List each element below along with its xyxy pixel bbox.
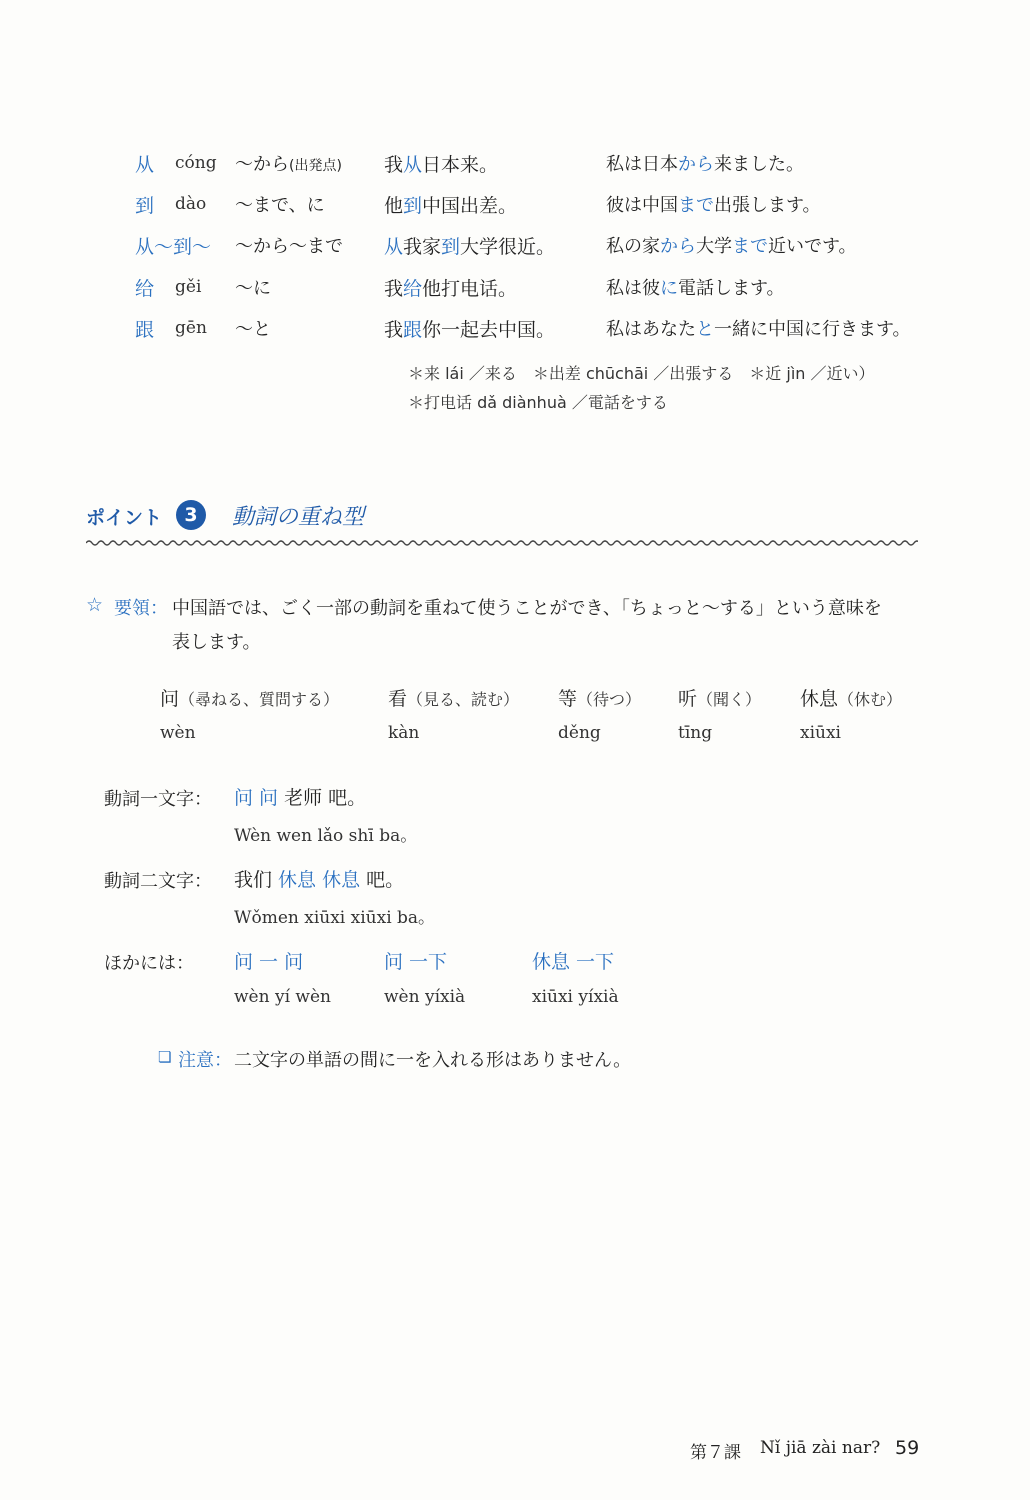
prep-meaning-main: ～から～まで [235, 236, 343, 257]
example-segment: 我 [384, 319, 404, 341]
preposition-row [0, 274, 1030, 304]
prep-pinyin: cóng [175, 153, 217, 173]
two-char-rest: 吧。 [360, 869, 405, 891]
verb-gloss: （尋ねる、質問する） [179, 690, 340, 709]
example-segment: 从 [403, 154, 423, 176]
prep-translation [606, 232, 857, 258]
example-segment: 给 [403, 278, 423, 300]
example-segment: 从 [384, 236, 404, 258]
other-example-pinyin: xiūxi yíxià [532, 987, 619, 1007]
two-char-pre: 我们 [234, 869, 279, 891]
example-segment: 你一起去中国。 [422, 319, 556, 341]
prep-meaning [235, 191, 325, 217]
translation-segment: から [660, 236, 696, 257]
footer-lesson: 第７課 [690, 1443, 741, 1463]
prep-pinyin: dào [175, 194, 207, 214]
verb-hanzi: 休息 [800, 688, 839, 710]
verb-gloss: （待つ） [577, 690, 642, 709]
vocab-note-line-2: ＊打电话 dǎ diànhuà ／電話をする [408, 393, 668, 412]
other-example-hanzi: 休息 一下 [532, 951, 615, 973]
other-example-pinyin: wèn yíxià [384, 987, 466, 1007]
prep-meaning [235, 150, 342, 176]
translation-segment: 私は彼 [606, 278, 660, 299]
prep-meaning-main: ～に [235, 278, 271, 299]
example-segment: 到 [441, 236, 461, 258]
one-char-example [234, 783, 366, 810]
prep-hanzi: 从～到～ [135, 236, 212, 258]
point-label: ポイント [86, 507, 163, 529]
essentials-text-line-2: 表します。 [172, 632, 261, 653]
verb-item [800, 684, 902, 711]
translation-segment: 出張します。 [714, 195, 821, 216]
prep-meaning-note: (出発点) [289, 158, 342, 174]
verb-hanzi: 听 [678, 688, 698, 710]
wavy-divider [86, 538, 918, 548]
two-char-label: 動詞二文字： [104, 871, 212, 892]
prep-meaning [235, 315, 271, 341]
verb-hanzi: 问 [160, 688, 180, 710]
verb-item [388, 684, 519, 711]
prep-meaning-main: ～から [235, 154, 289, 175]
prep-meaning-main: ～と [235, 319, 271, 340]
translation-segment: 電話します。 [678, 278, 785, 299]
translation-segment: 彼は中国 [606, 195, 678, 216]
example-segment: 我 [384, 278, 404, 300]
other-example-pinyin: wèn yí wèn [234, 987, 331, 1007]
prep-meaning [235, 232, 343, 258]
star-icon: ☆ [86, 594, 104, 616]
translation-segment: まで [678, 195, 714, 216]
prep-meaning-main: ～まで、に [235, 195, 325, 216]
verb-hanzi: 等 [558, 688, 578, 710]
verb-pinyin: wèn [160, 723, 196, 743]
preposition-row [0, 315, 1030, 345]
example-segment: 日本来。 [422, 154, 499, 176]
prep-translation [606, 315, 911, 341]
prep-translation [606, 191, 821, 217]
preposition-row [0, 150, 1030, 180]
verb-pinyin: děng [558, 723, 601, 743]
translation-segment: 私は日本 [606, 154, 678, 175]
prep-hanzi: 跟 [135, 319, 155, 341]
one-char-rest: 老师 吧。 [278, 787, 367, 809]
verb-gloss: （聞く） [697, 690, 762, 709]
essentials-label: 要領： [114, 598, 168, 619]
other-example-hanzi: 问 一下 [384, 951, 448, 973]
example-segment: 我家 [403, 236, 442, 258]
prep-example [384, 150, 498, 177]
prep-pinyin: gěi [175, 277, 202, 297]
translation-segment: 一緒に中国に行きます。 [714, 319, 911, 340]
verb-gloss: （休む） [838, 690, 903, 709]
verb-item [558, 684, 641, 711]
preposition-row [0, 232, 1030, 262]
essentials-text-line-1: 中国語では、ごく一部の動詞を重ねて使うことができ、「ちょっと～する」という意味を [172, 598, 882, 619]
example-segment: 我 [384, 154, 404, 176]
caution-text: 二文字の単語の間に一を入れる形はありません。 [234, 1050, 632, 1071]
example-segment: 到 [403, 195, 423, 217]
example-segment: 大学很近。 [460, 236, 556, 258]
prep-translation [606, 274, 785, 300]
translation-segment: 来ました。 [714, 154, 804, 175]
example-segment: 他 [384, 195, 404, 217]
prep-example [384, 232, 555, 259]
other-label: ほかには： [104, 953, 194, 974]
verb-gloss: （見る、読む） [407, 690, 520, 709]
other-example-hanzi: 问 一 问 [234, 951, 304, 973]
two-char-verb: 休息 休息 [278, 869, 361, 891]
translation-segment: から [678, 154, 714, 175]
verb-pinyin: kàn [388, 723, 420, 743]
example-segment: 中国出差。 [422, 195, 518, 217]
prep-hanzi: 从 [135, 154, 155, 176]
caution-label: 注意： [178, 1050, 232, 1071]
prep-example [384, 274, 517, 301]
prep-pinyin: gēn [175, 318, 207, 338]
one-char-pinyin: Wèn wen lǎo shī ba。 [234, 826, 418, 846]
prep-translation [606, 150, 804, 176]
two-char-pinyin: Wǒmen xiūxi xiūxi ba。 [234, 908, 436, 928]
translation-segment: 近いです。 [768, 236, 857, 257]
preposition-row [0, 191, 1030, 221]
one-char-label: 動詞一文字： [104, 789, 212, 810]
translation-segment: に [660, 278, 678, 299]
translation-segment: 私の家 [606, 236, 660, 257]
translation-segment: 大学 [696, 236, 732, 257]
verb-item [678, 684, 761, 711]
translation-segment: 私はあなた [606, 319, 696, 340]
translation-segment: まで [732, 236, 768, 257]
example-segment: 跟 [403, 319, 423, 341]
vocab-note-line-1: ＊来 lái ／来る ＊出差 chūchāi ／出張する ＊近 jìn ／近い） [408, 364, 875, 383]
verb-hanzi: 看 [388, 688, 408, 710]
two-char-example [234, 865, 404, 892]
verb-pinyin: tīng [678, 723, 713, 743]
point-title: 動詞の重ね型 [232, 505, 365, 530]
prep-example [384, 191, 517, 218]
footer-title: Nǐ jiā zài nar? [760, 1438, 881, 1458]
verb-item [160, 684, 339, 711]
prep-hanzi: 给 [135, 278, 155, 300]
prep-example [384, 315, 555, 342]
verb-pinyin: xiūxi [800, 723, 841, 743]
one-char-verb: 问 问 [234, 787, 279, 809]
point-number-badge: 3 [176, 500, 206, 530]
checkbox-icon: ❏ [158, 1048, 172, 1066]
translation-segment: と [696, 319, 714, 340]
prep-meaning [235, 274, 271, 300]
example-segment: 他打电话。 [422, 278, 518, 300]
prep-hanzi: 到 [135, 195, 155, 217]
page-number: 59 [895, 1437, 920, 1459]
